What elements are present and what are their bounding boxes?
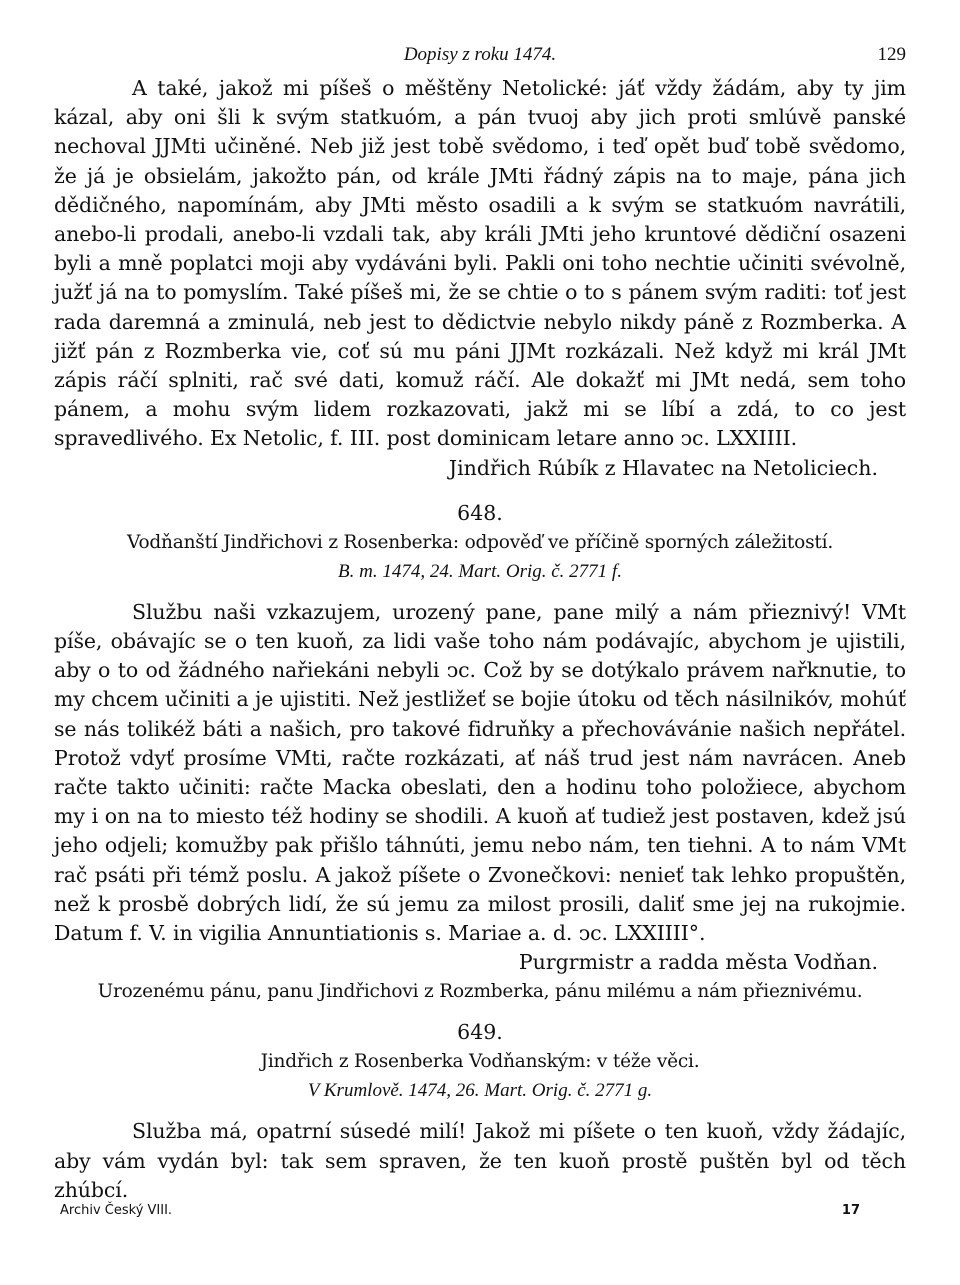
letter-648-signature: Purgrmistr a radda města Vodňan. xyxy=(518,950,878,975)
letter-647-signature: Jindřich Rúbík z Hlavatec na Netoliciech. xyxy=(448,455,878,480)
page-header xyxy=(54,40,906,74)
footer-signature-mark: 17 xyxy=(841,1203,860,1218)
letter-648-source: B. m. 1474, 24. Mart. Orig. č. 2771 f. xyxy=(338,560,622,582)
page-footer xyxy=(54,1203,906,1227)
letter-649-body: Služba má, opatrní súsedé milí! Jakož mi píšete o ten kuoň, vždy žádajíc, aby vám vydán byl: tak sem spraven, že ten kuoň prostě puštěn byl od těch zhúbcí. xyxy=(54,1119,906,1202)
letter-649-source: V Krumlově. 1474, 26. Mart. Orig. č. 2771 g. xyxy=(307,1080,653,1102)
document-page xyxy=(54,40,906,1218)
letter-648-body: Službu naši vzkazujem, urozený pane, pane milý a nám přieznivý! VMt píše, obávajíc se o ten kuoň, za lidi vaše toho nám podávajíc, abychom je ujistili, aby o to od žádného nařiekáni nebyli ↄc. Což by se dotýkalo právem nařknutie, to my chcem učiniti a je ujistiti. Než jestližeť se bojie útoku od těch násilnikóv, mohúť se nás tolikéž báti a našich, pro takové fidruňky a přechovávánie našich nepřátel. Protož vdyť prosíme VMti, račte rozkázati, ať náš trud jest nám navrácen. Aneb račte takto učiniti: račte Macka obeslati, den a hodinu toho položiece, abychom my i on na to miesto též hodiny se shodili. A kuoň ať tudiež jest postaven, kdež jsú jeho odjeli; komužby pak přišlo táhnúti, jemu nebo nám, ten tiehni. A to nám VMt rač psáti při témž poslu. A jakož píšete o Zvonečkovi: nenieť tak lehko propuštěn, než k prosbě dobrých lidí, že sú jemu za milost prosili, daliť sme jej na rukojmie. Datum f. V. in vigilia Annuntiationis s. Mariae a. d. ↄc. LXXIIII°. xyxy=(54,599,906,946)
letter-648-title: Vodňanští Jindřichovi z Rosenberka: odpověď ve příčině sporných záležitostí. xyxy=(126,531,833,553)
running-title: Dopisy z roku 1474. xyxy=(403,44,557,65)
letter-648-address: Urozenému pánu, panu Jindřichovi z Rozmberka, pánu milému a nám přieznivému. xyxy=(97,981,863,1003)
footer-archive-label: Archiv Český VIII. xyxy=(60,1203,173,1218)
letter-648-number: 648. xyxy=(457,500,503,525)
letter-647-body: A také, jakož mi píšeš o měštěny Netolické: jáť vždy žádám, aby ty jim kázal, aby oni šli k svým statkuóm, a pán tvuoj aby jich proti smlúvě panské nechoval JJMti učiněné. Neb již jest tobě svědomo, i teď opět buď tobě svědomo, že já je obsielám, jakožto pán, od krále JMti řádný zápis na to maje, pána jich dědičného, napomínám, aby JMti město osadili a k svým se statkuóm navrátili, anebo-li prodali, anebo-li vzdali tak, aby králi JMti jeho kruntové dědiční osazeni byli a mně poplatci moji aby vydáváni byli. Pakli oni toho nechtie učiniti svévolně, južť já na to pomyslím. Také píšeš mi, že se chtie o to s pánem svým raditi: toť jest rada daremná a zminulá, neb jest to dědictvie nebylo nikdy páně z Rozmberka. A jižť pán z Rozmberka vie, coť sú mu páni JJMt rozkázali. Než když mi král JMt zápis ráčí splniti, rač své dati, komuž ráčí. Ale dokažť mi JMt nedá, sem toho pánem, a mohu svým lidem rozkazovati, jakž mi se líbí a zdá, to co jest spravedlivého. Ex Netolic, f. III. post dominicam letare anno ↄc. LXXIIII. xyxy=(54,76,906,451)
page-number: 129 xyxy=(877,44,906,65)
letter-649-number: 649. xyxy=(457,1020,503,1045)
letter-649-title: Jindřich z Rosenberka Vodňanským: v téže věci. xyxy=(260,1051,700,1073)
